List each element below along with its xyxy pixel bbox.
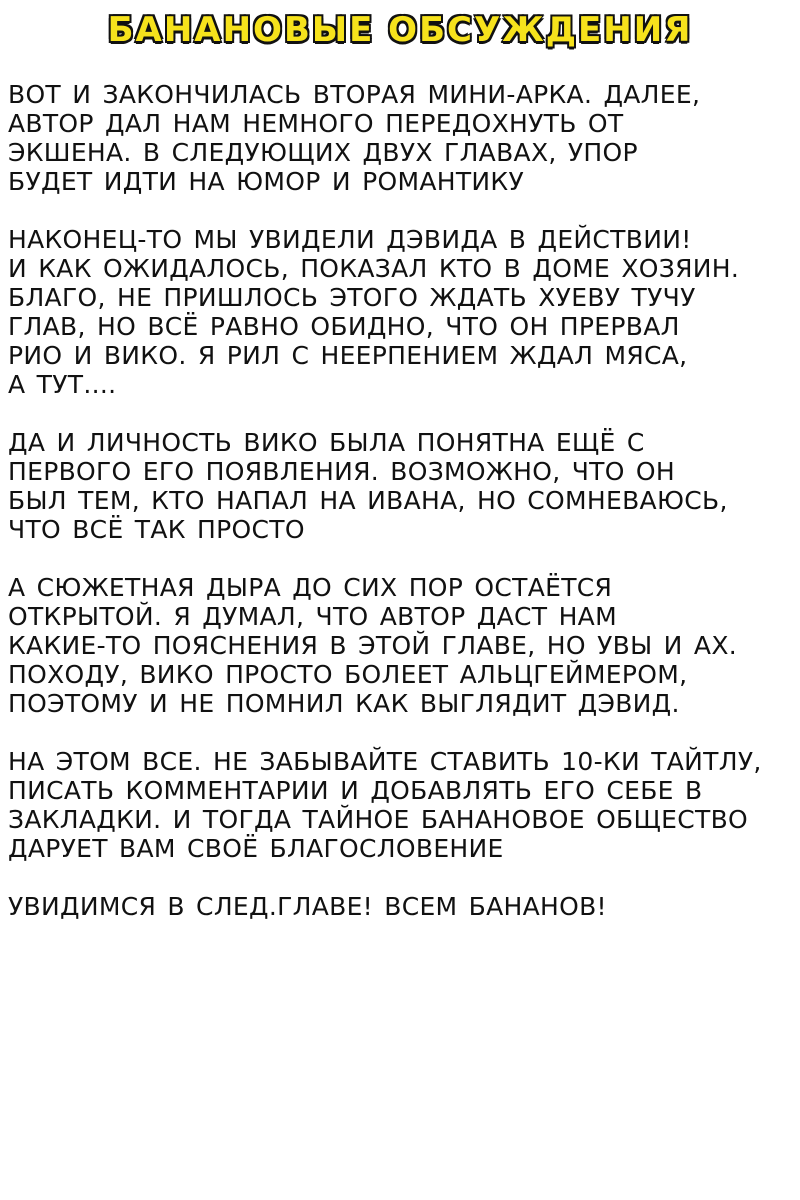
paragraph-6 bbox=[8, 892, 798, 921]
paragraph-5 bbox=[8, 747, 798, 863]
paragraph-4 bbox=[8, 573, 798, 718]
text-line: БЛАГО, НЕ ПРИШЛОСЬ ЭТОГО ЖДАТЬ ХУЕВУ ТУЧУ bbox=[8, 283, 696, 312]
text-line: РИО И ВИКО. Я РИЛ С НЕЕРПЕНИЕМ ЖДАЛ МЯСА, bbox=[8, 341, 688, 370]
text-line: УВИДИМСЯ В СЛЕД.ГЛАВЕ! ВСЕМ БАНАНОВ! bbox=[8, 892, 607, 921]
text-line: ЧТО ВСЁ ТАК ПРОСТО bbox=[8, 515, 305, 544]
text-line: ЭКШЕНА. В СЛЕДУЮЩИХ ДВУХ ГЛАВАХ, УПОР bbox=[8, 138, 638, 167]
text-line: НА ЭТОМ ВСЕ. НЕ ЗАБЫВАЙТЕ СТАВИТЬ 10-КИ ТАЙТЛУ, bbox=[8, 747, 762, 776]
text-line: ПЕРВОГО ЕГО ПОЯВЛЕНИЯ. ВОЗМОЖНО, ЧТО ОН bbox=[8, 457, 676, 486]
text-line: ОТКРЫТОЙ. Я ДУМАЛ, ЧТО АВТОР ДАСТ НАМ bbox=[8, 602, 617, 631]
text-line: АВТОР ДАЛ НАМ НЕМНОГО ПЕРЕДОХНУТЬ ОТ bbox=[8, 109, 624, 138]
text-line: А СЮЖЕТНАЯ ДЫРА ДО СИХ ПОР ОСТАЁТСЯ bbox=[8, 573, 613, 602]
text-line: ВОТ И ЗАКОНЧИЛАСЬ ВТОРАЯ МИНИ-АРКА. ДАЛЕЕ, bbox=[8, 80, 701, 109]
text-line: ГЛАВ, НО ВСЁ РАВНО ОБИДНО, ЧТО ОН ПРЕРВАЛ bbox=[8, 312, 680, 341]
text-line: И КАК ОЖИДАЛОСЬ, ПОКАЗАЛ КТО В ДОМЕ ХОЗЯИН. bbox=[8, 254, 740, 283]
text-line: БЫЛ ТЕМ, КТО НАПАЛ НА ИВАНА, НО СОМНЕВАЮСЬ, bbox=[8, 486, 728, 515]
text-line: ЗАКЛАДКИ. И ТОГДА ТАЙНОЕ БАНАНОВОЕ ОБЩЕСТВО bbox=[8, 805, 748, 834]
page-title: БАНАНОВЫЕ ОБСУЖДЕНИЯ bbox=[107, 10, 693, 50]
paragraph-3 bbox=[8, 428, 798, 544]
discussion-body bbox=[8, 80, 798, 950]
text-line: ДАРУЕТ ВАМ СВОЁ БЛАГОСЛОВЕНИЕ bbox=[8, 834, 504, 863]
text-line: ПОЭТОМУ И НЕ ПОМНИЛ КАК ВЫГЛЯДИТ ДЭВИД. bbox=[8, 689, 680, 718]
text-line: КАКИЕ-ТО ПОЯСНЕНИЯ В ЭТОЙ ГЛАВЕ, НО УВЫ И АХ. bbox=[8, 631, 738, 660]
text-line: ПОХОДУ, ВИКО ПРОСТО БОЛЕЕТ АЛЬЦГЕЙМЕРОМ, bbox=[8, 660, 688, 689]
text-line: А ТУТ.... bbox=[8, 370, 117, 399]
paragraph-2 bbox=[8, 225, 798, 399]
text-line: НАКОНЕЦ-ТО МЫ УВИДЕЛИ ДЭВИДА В ДЕЙСТВИИ! bbox=[8, 225, 692, 254]
paragraph-1 bbox=[8, 80, 798, 196]
text-line: БУДЕТ ИДТИ НА ЮМОР И РОМАНТИКУ bbox=[8, 167, 525, 196]
text-line: ДА И ЛИЧНОСТЬ ВИКО БЫЛА ПОНЯТНА ЕЩЁ С bbox=[8, 428, 645, 457]
text-line: ПИСАТЬ КОММЕНТАРИИ И ДОБАВЛЯТЬ ЕГО СЕБЕ В bbox=[8, 776, 703, 805]
